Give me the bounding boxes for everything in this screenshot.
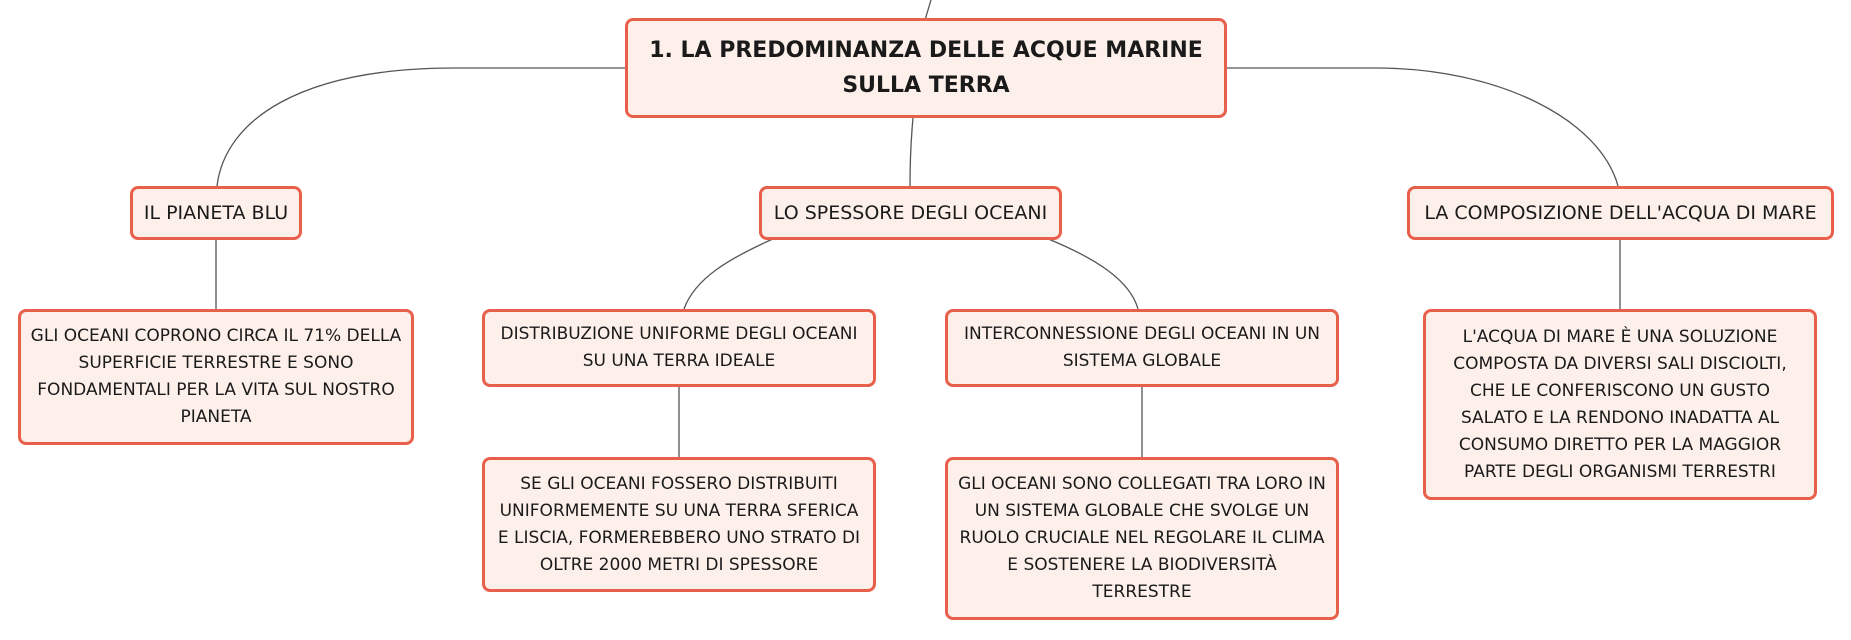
connector-spessore-interconnessione (1046, 238, 1138, 309)
detail-interconnessione-text: GLI OCEANI SONO COLLEGATI TRA LORO IN UN SISTEMA GLOBALE CHE SVOLGE UN RUOLO CRUCIALE NEL REGOLARE IL CLIMA E SOSTENERE LA BIODIVERSITÀ TERRESTRE (958, 474, 1326, 602)
connector-root-pianeta-blu (217, 68, 625, 186)
topic-composizione-acqua-label: LA COMPOSIZIONE DELL'ACQUA DI MARE (1424, 202, 1817, 224)
subtopic-interconnessione-label: INTERCONNESSIONE DEGLI OCEANI IN UN SISTEMA GLOBALE (963, 324, 1321, 371)
root-topic[interactable] (625, 18, 1227, 118)
detail-composizione-acqua-text: L'ACQUA DI MARE È UNA SOLUZIONE COMPOSTA DA DIVERSI SALI DISCIOLTI, CHE LE CONFERISCONO UN GUSTO SALATO E LA RENDONO INADATTA AL CONSUMO DIRETTO PER LA MAGGIOR PARTE DEGLI ORGANISMI TERRESTRI (1453, 326, 1787, 482)
detail-pianeta-blu-text: GLI OCEANI COPRONO CIRCA IL 71% DELLA SUPERFICIE TERRESTRE E SONO FONDAMENTALI PER LA VITA SUL NOSTRO PIANETA (30, 326, 402, 427)
connector-spessore-distribuzione (684, 238, 775, 309)
connector-parent-root (925, 0, 931, 20)
topic-pianeta-blu-label: IL PIANETA BLU (143, 202, 289, 224)
subtopic-interconnessione[interactable] (945, 309, 1339, 387)
detail-composizione-acqua[interactable] (1423, 309, 1817, 500)
topic-composizione-acqua[interactable] (1407, 186, 1834, 240)
detail-pianeta-blu[interactable] (18, 309, 414, 445)
detail-distribuzione-uniforme-text: SE GLI OCEANI FOSSERO DISTRIBUITI UNIFORMEMENTE SU UNA TERRA SFERICA E LISCIA, FORMEREBBERO UNO STRATO DI OLTRE 2000 METRI DI SPESSORE (497, 473, 861, 575)
subtopic-distribuzione-uniforme[interactable] (482, 309, 876, 387)
detail-distribuzione-uniforme[interactable] (482, 457, 876, 592)
subtopic-distribuzione-uniforme-label: DISTRIBUZIONE UNIFORME DEGLI OCEANI SU UNA TERRA IDEALE (500, 324, 858, 371)
connector-root-spessore (910, 118, 913, 186)
topic-spessore-oceani[interactable] (759, 186, 1062, 240)
detail-interconnessione[interactable] (945, 457, 1339, 620)
connector-root-composizione (1227, 68, 1618, 186)
topic-spessore-oceani-label: LO SPESSORE DEGLI OCEANI (773, 202, 1048, 224)
root-topic-label: 1. LA PREDOMINANZA DELLE ACQUE MARINE SULLA TERRA (649, 38, 1203, 98)
topic-pianeta-blu[interactable] (130, 186, 302, 240)
